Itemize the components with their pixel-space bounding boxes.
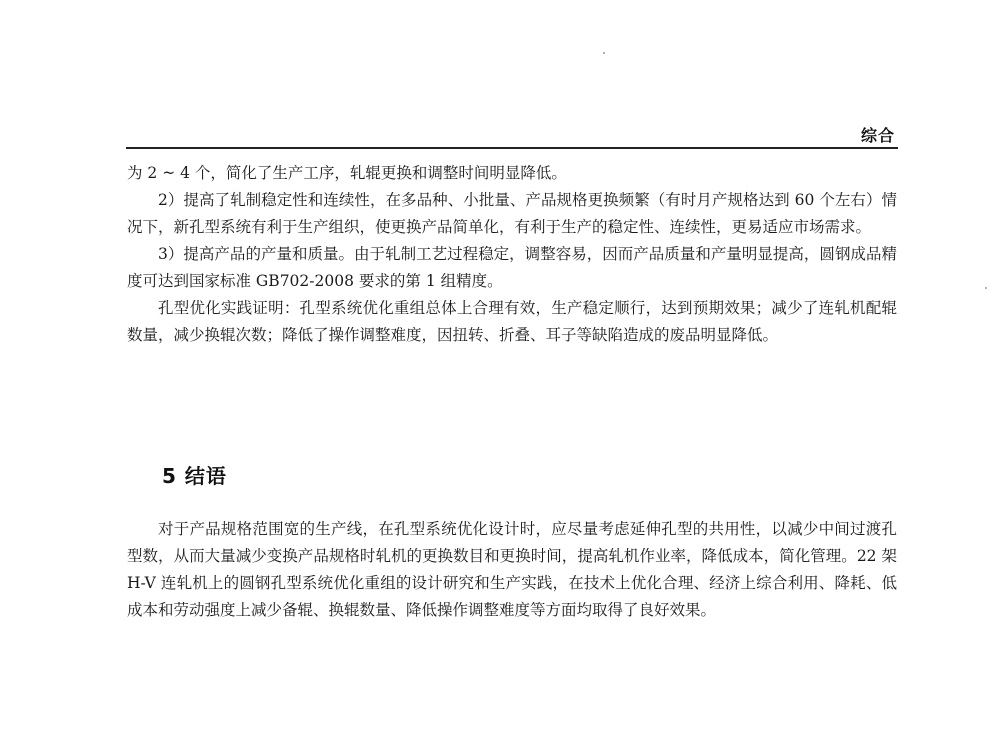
paragraph-point-3: 3）提高产品的产量和质量。由于轧制工艺过程稳定，调整容易，因而产品质量和产量明显提高，圆钢成品精度可达到国家标准 GB702-2008 要求的第 1 组精度。 [127,245,897,290]
header-rule [126,147,898,149]
paragraph-point-2: 2）提高了轧制稳定性和连续性，在多品种、小批量、产品规格更换频繁（有时月产规格达到 60 个左右）情况下，新孔型系统有利于生产组织，使更换产品简单化，有利于生产的稳定性、连续性，更易适应市场需求。 [127,191,897,236]
scan-speck [603,52,605,54]
paragraph-continuation: 为 2 ~ 4 个，简化了生产工序，轧辊更换和调整时间明显降低。 [127,164,567,182]
conclusion-text [127,516,897,624]
body-text [127,160,897,349]
paragraph-conclusion: 对于产品规格范围宽的生产线，在孔型系统优化设计时，应尽量考虑延伸孔型的共用性，以减少中间过渡孔型数，从而大量减少变换产品规格时轧机的更换数目和更换时间，提高轧机作业率，降低成本，简化管理。22 架 H-V 连轧机上的圆钢孔型系统优化重组的设计研究和生产实践，在技术上优化合理、经济上综合利用、降耗、低成本和劳动强度上减少备辊、换辊数量、降低操作调整难度等方面均取得了良好效果。 [127,520,897,619]
section-heading-conclusion: 5 结语 [162,464,227,488]
paragraph-practice-summary: 孔型优化实践证明：孔型系统优化重组总体上合理有效，生产稳定顺行，达到预期效果；减少了连轧机配辊数量，减少换辊次数；降低了操作调整难度，因扭转、折叠、耳子等缺陷造成的废品明显降低。 [127,299,897,344]
scan-speck [985,287,987,289]
running-header-label: 综合 [860,126,895,145]
